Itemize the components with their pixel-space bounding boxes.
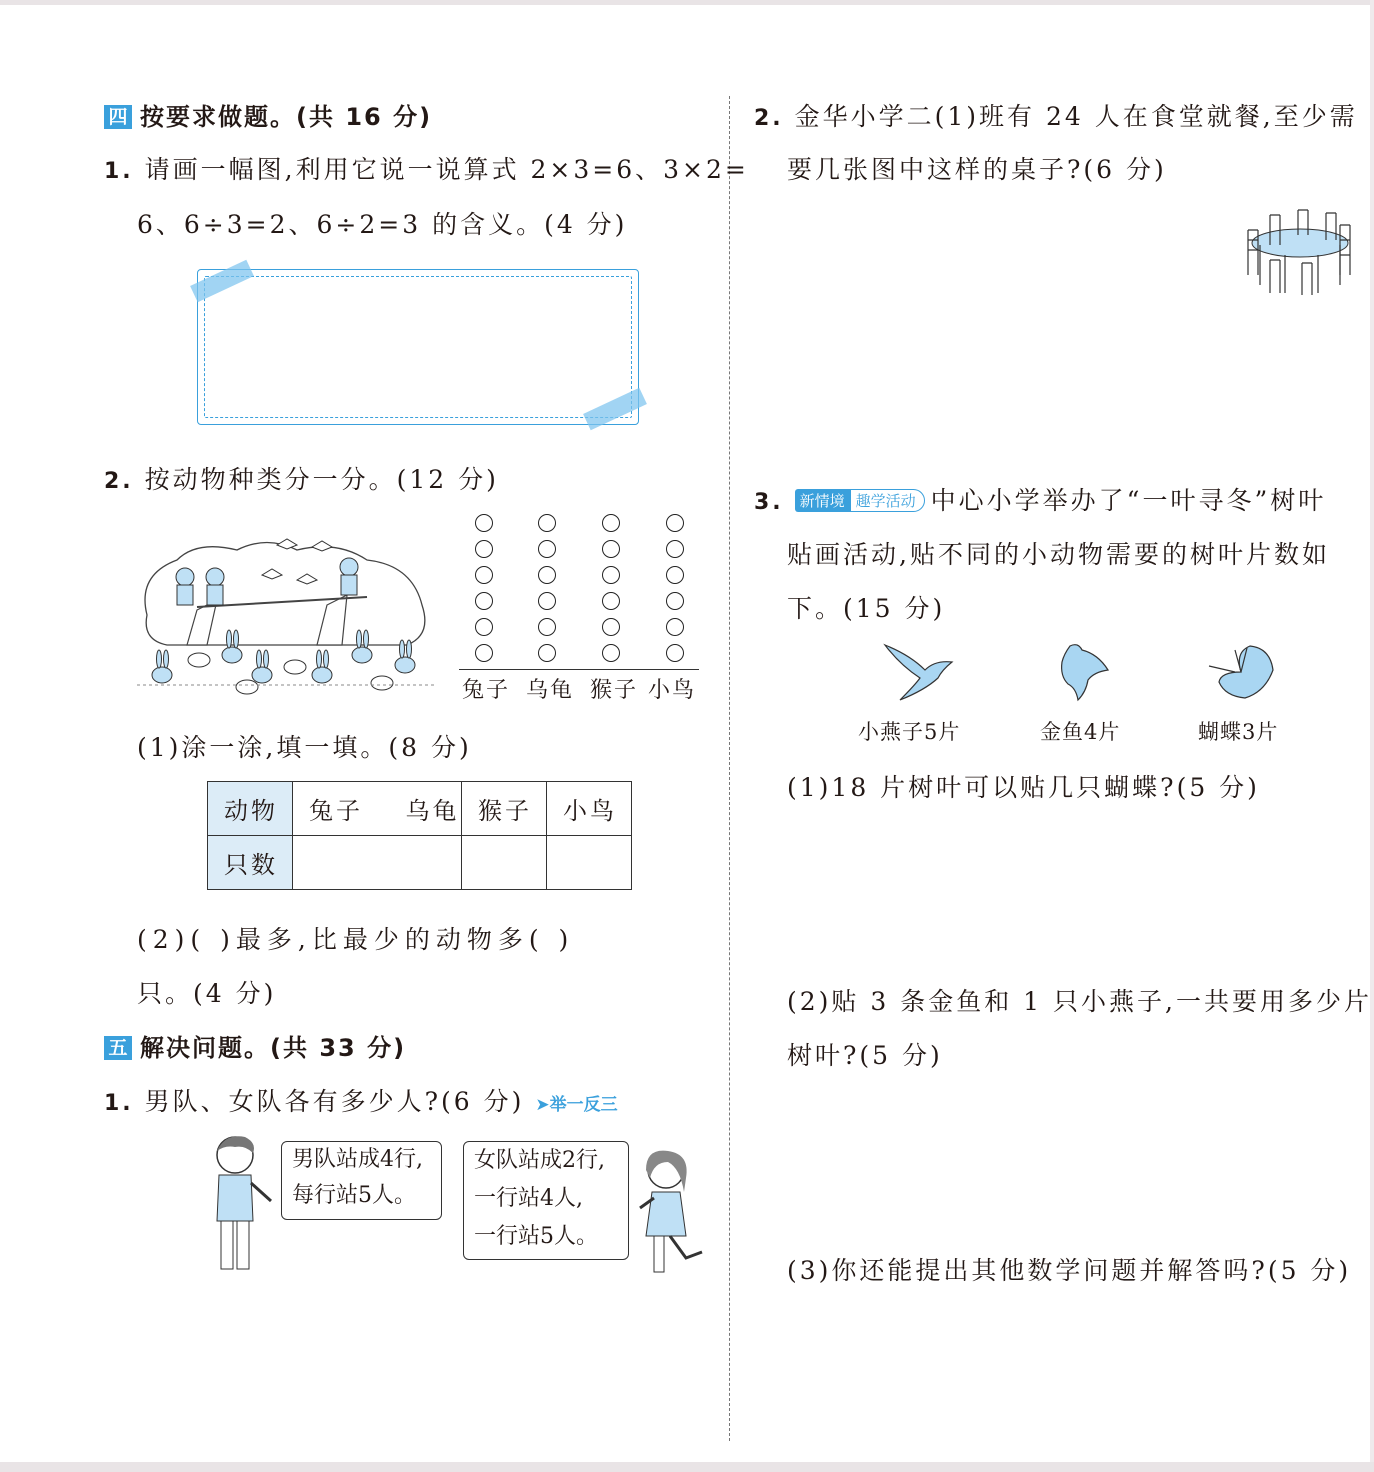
chart-circle[interactable] [538, 514, 556, 532]
butterfly-label: 蝴蝶3片 [1198, 720, 1279, 744]
girl-bubble-line1: 女队站成2行, [474, 1148, 605, 1173]
table-answer-cell[interactable] [547, 836, 632, 890]
s4-q2-line [104, 460, 499, 496]
s4-q1-text1: 请画一幅图,利用它说一说算式 2×3=6、3×2= [144, 155, 749, 184]
swallow-label: 小燕子5片 [858, 720, 961, 744]
top-edge [0, 0, 1374, 5]
s4-q2-part1: (1)涂一涂,填一填。(8 分) [137, 733, 472, 762]
table-cell-rabbit-turtle [293, 782, 462, 836]
table-label-turtle: 乌龟 [405, 797, 460, 825]
chart-circle[interactable] [538, 592, 556, 610]
chart-label-bird: 小鸟 [648, 678, 697, 703]
section-5-title: 解决问题。(共 33 分) [140, 1034, 407, 1062]
goldfish-label: 金鱼4片 [1040, 720, 1121, 744]
s5-q2-line2: 要几张图中这样的桌子?(6 分) [787, 155, 1167, 184]
butterfly-leaf-icon [1205, 642, 1280, 702]
chart-baseline [459, 669, 699, 670]
animals-tree-illustration [137, 535, 437, 700]
section-5-badge: 五 [104, 1036, 132, 1060]
s4-q1-number: 1. [104, 159, 134, 184]
chart-circle[interactable] [538, 644, 556, 662]
bottom-edge [0, 1462, 1374, 1472]
s4-q2-part2-line1: (2)( )最多,比最少的动物多( ) [137, 925, 575, 954]
s5-q3-part2-line2: 树叶?(5 分) [787, 1041, 943, 1070]
table-label-rabbit: 兔子 [309, 797, 363, 825]
chart-label-rabbit: 兔子 [462, 678, 511, 703]
table-row [208, 782, 632, 836]
table-label-bird: 小鸟 [547, 782, 632, 836]
section-4-header [104, 97, 432, 132]
s5-q3-number: 3. [754, 490, 784, 515]
chart-circle[interactable] [475, 514, 493, 532]
section-5-header [104, 1028, 406, 1063]
chart-circle[interactable] [666, 618, 684, 636]
right-edge [1370, 0, 1374, 1472]
s5-q3-part1: (1)18 片树叶可以贴几只蝴蝶?(5 分) [787, 773, 1260, 802]
chart-circle[interactable] [602, 514, 620, 532]
s5-q3-part2-line1: (2)贴 3 条金鱼和 1 只小燕子,一共要用多少片 [787, 987, 1372, 1016]
drawing-answer-box[interactable] [197, 269, 639, 425]
chart-circle[interactable] [666, 540, 684, 558]
goldfish-leaf-icon [1050, 640, 1115, 705]
boy-speech-bubble [281, 1141, 442, 1220]
chart-circle[interactable] [602, 644, 620, 662]
s5-q3-text1: 中心小学举办了“一叶寻冬”树叶 [930, 486, 1327, 515]
chart-circle[interactable] [666, 592, 684, 610]
drawing-box-dashed-border [204, 276, 632, 418]
chart-circle[interactable] [475, 618, 493, 636]
s5-q1-number: 1. [104, 1091, 134, 1116]
new-context-badge: 新情境 [795, 489, 850, 512]
animal-count-table [207, 781, 632, 890]
chart-circle[interactable] [475, 566, 493, 584]
chart-circle[interactable] [538, 540, 556, 558]
s4-q1-line1 [104, 150, 749, 186]
table-answer-cell[interactable] [462, 836, 547, 890]
s5-q2-number: 2. [754, 106, 784, 131]
s4-q2-number: 2. [104, 469, 134, 494]
s5-q1-text: 男队、女队各有多少人?(6 分) [144, 1087, 525, 1116]
swallow-leaf-icon [880, 640, 960, 705]
chart-circle[interactable] [602, 566, 620, 584]
section-4-badge: 四 [104, 105, 132, 129]
chart-circle[interactable] [602, 618, 620, 636]
chart-circle[interactable] [475, 644, 493, 662]
boy-bubble-line2: 每行站5人。 [292, 1183, 416, 1208]
chart-circle[interactable] [475, 592, 493, 610]
girl-speech-bubble [463, 1141, 629, 1260]
boy-bubble-line1: 男队站成4行, [292, 1147, 423, 1172]
table-answer-cell[interactable] [293, 836, 462, 890]
s5-q2-text1: 金华小学二(1)班有 24 人在食堂就餐,至少需 [794, 102, 1358, 131]
dining-table-illustration [1240, 205, 1356, 295]
s5-q3-line2: 贴画活动,贴不同的小动物需要的树叶片数如 [787, 540, 1330, 569]
chart-circle[interactable] [538, 618, 556, 636]
chart-label-monkey: 猴子 [590, 678, 639, 703]
table-head-count: 只数 [208, 836, 293, 890]
table-row [208, 836, 632, 890]
girl-bubble-line3: 一行站5人。 [474, 1224, 598, 1249]
s4-q1-line2: 6、6÷3=2、6÷2=3 的含义。(4 分) [137, 210, 628, 239]
practice-link-tag[interactable]: ➤举一反三 [535, 1095, 618, 1115]
chart-circle[interactable] [602, 592, 620, 610]
boy-illustration [205, 1133, 275, 1283]
s4-q2-title: 按动物种类分一分。(12 分) [144, 465, 499, 494]
fun-activity-badge: 趣学活动 [850, 489, 925, 512]
section-4-title: 按要求做题。(共 16 分) [140, 103, 433, 131]
s5-q3-line3: 下。(15 分) [787, 594, 946, 623]
table-head-animal: 动物 [208, 782, 293, 836]
girl-bubble-line2: 一行站4人, [474, 1186, 583, 1211]
chart-circle[interactable] [666, 514, 684, 532]
chart-circle[interactable] [602, 540, 620, 558]
chart-circle[interactable] [666, 644, 684, 662]
s5-q2-line1 [754, 97, 1358, 133]
column-divider [729, 96, 730, 1441]
table-label-monkey: 猴子 [462, 782, 547, 836]
s5-q1-line [104, 1082, 618, 1118]
chart-circle[interactable] [666, 566, 684, 584]
s5-q3-line1 [754, 481, 1326, 517]
girl-illustration [636, 1148, 708, 1278]
chart-circle[interactable] [538, 566, 556, 584]
chart-label-turtle: 乌龟 [526, 678, 575, 703]
s4-q2-part2-line2: 只。(4 分) [137, 979, 277, 1008]
s5-q3-part3: (3)你还能提出其他数学问题并解答吗?(5 分) [787, 1256, 1352, 1285]
chart-circle[interactable] [475, 540, 493, 558]
